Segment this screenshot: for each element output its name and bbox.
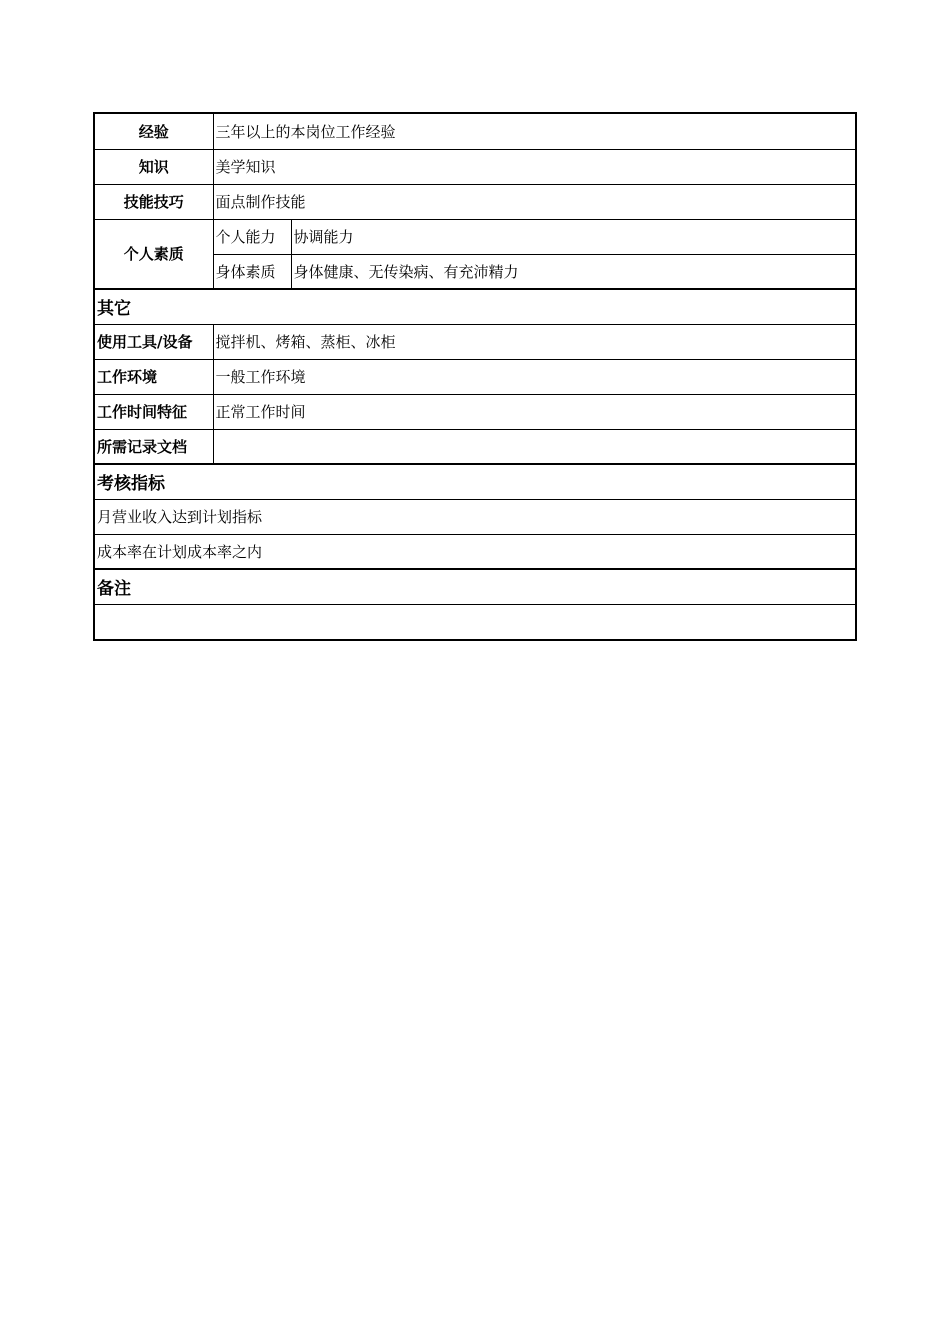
row-environment xyxy=(95,359,855,394)
section-remarks xyxy=(95,569,855,604)
other-title: 其它 xyxy=(95,289,855,324)
physical-label: 身体素质 xyxy=(213,254,291,289)
skills-value: 面点制作技能 xyxy=(213,184,855,219)
row-tools xyxy=(95,324,855,359)
environment-label: 工作环境 xyxy=(95,359,213,394)
assessment-item-text: 月营业收入达到计划指标 xyxy=(95,499,855,534)
job-description-sheet xyxy=(93,112,857,641)
row-knowledge xyxy=(95,149,855,184)
assessment-item xyxy=(95,534,855,569)
row-records xyxy=(95,429,855,464)
ability-value: 协调能力 xyxy=(291,219,855,254)
records-value xyxy=(213,429,855,464)
records-label: 所需记录文档 xyxy=(95,429,213,464)
tools-value: 搅拌机、烤箱、蒸柜、冰柜 xyxy=(213,324,855,359)
tools-label: 使用工具/设备 xyxy=(95,324,213,359)
assessment-item xyxy=(95,499,855,534)
physical-value: 身体健康、无传染病、有充沛精力 xyxy=(291,254,855,289)
work-time-value: 正常工作时间 xyxy=(213,394,855,429)
knowledge-label: 知识 xyxy=(95,149,213,184)
row-experience xyxy=(95,114,855,149)
row-skills xyxy=(95,184,855,219)
knowledge-value: 美学知识 xyxy=(213,149,855,184)
work-time-label: 工作时间特征 xyxy=(95,394,213,429)
row-work-time xyxy=(95,394,855,429)
section-other xyxy=(95,289,855,324)
section-assessment xyxy=(95,464,855,499)
row-personal-ability xyxy=(95,219,855,254)
experience-value: 三年以上的本岗位工作经验 xyxy=(213,114,855,149)
environment-value: 一般工作环境 xyxy=(213,359,855,394)
assessment-title: 考核指标 xyxy=(95,464,855,499)
personal-quality-label: 个人素质 xyxy=(95,219,213,289)
row-remarks xyxy=(95,604,855,639)
skills-label: 技能技巧 xyxy=(95,184,213,219)
experience-label: 经验 xyxy=(95,114,213,149)
ability-label: 个人能力 xyxy=(213,219,291,254)
remarks-value xyxy=(95,604,855,639)
assessment-item-text: 成本率在计划成本率之内 xyxy=(95,534,855,569)
remarks-title: 备注 xyxy=(95,569,855,604)
job-description-table xyxy=(95,114,855,639)
